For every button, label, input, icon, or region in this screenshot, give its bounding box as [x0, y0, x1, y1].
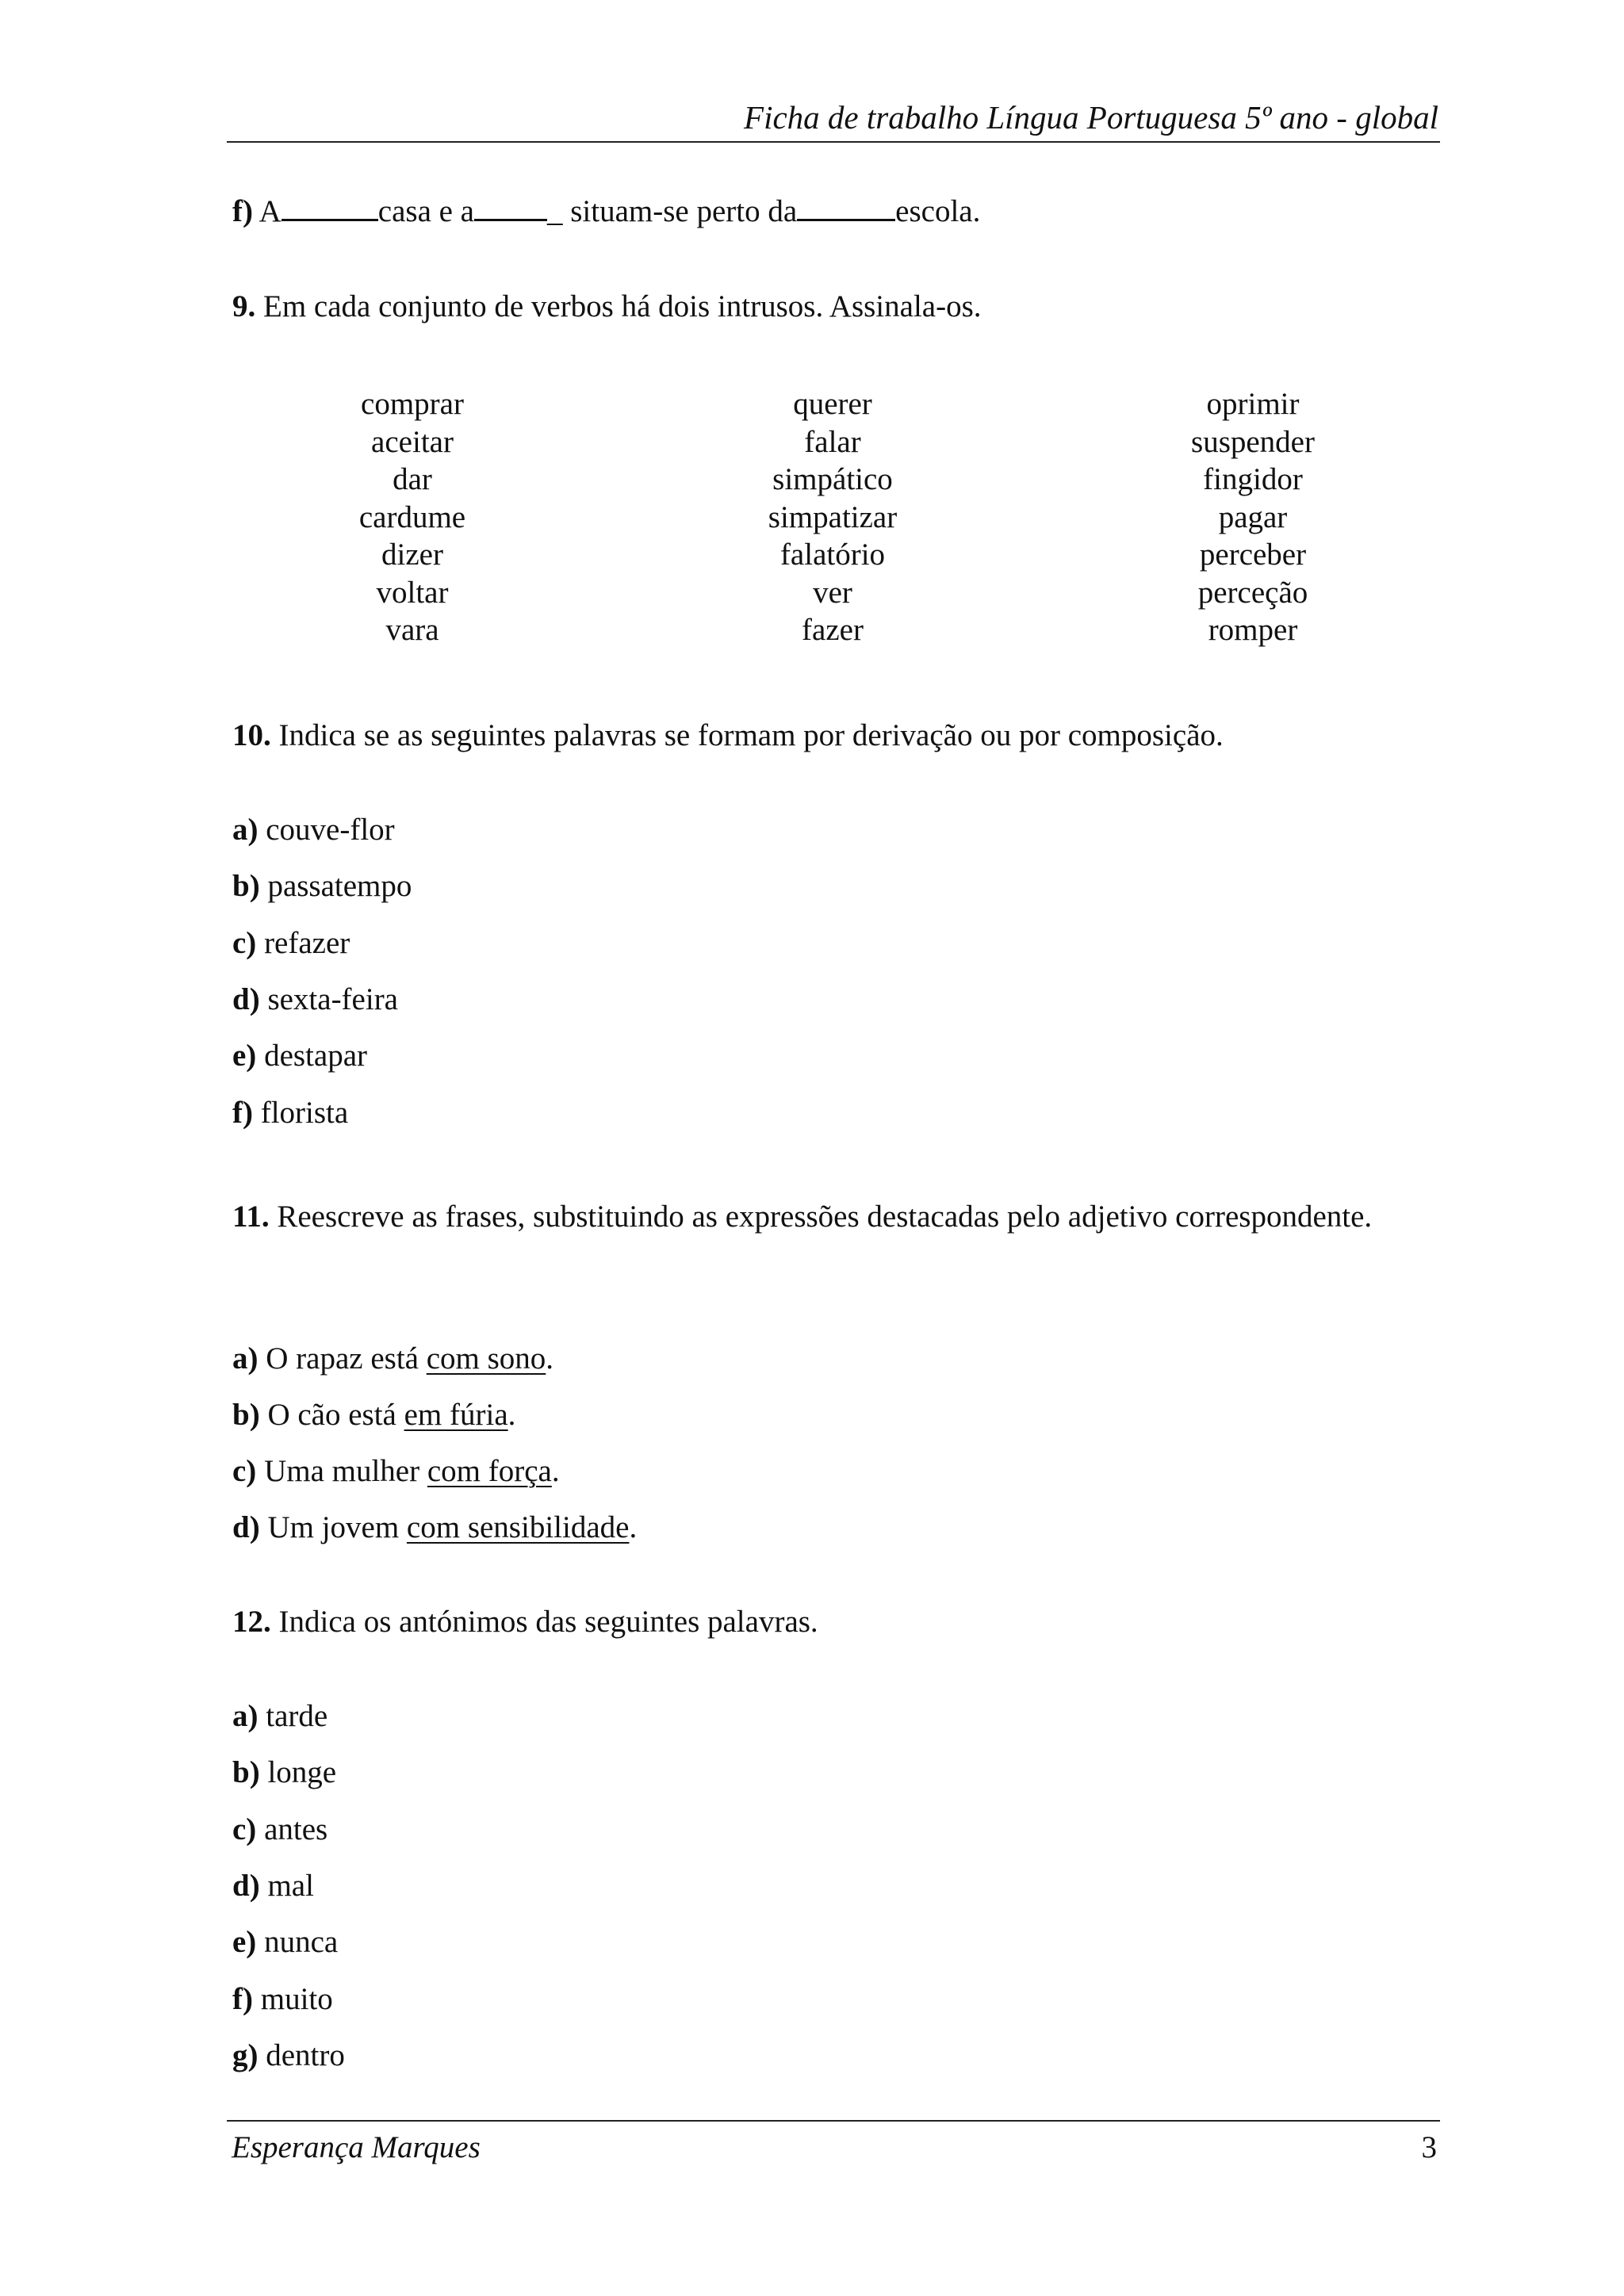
question-11-heading — [232, 1189, 1432, 1245]
answer-blank[interactable] — [282, 192, 378, 221]
item-word: destapar — [264, 1039, 367, 1073]
list-item — [232, 1754, 336, 1792]
item-word: couve-flor — [266, 813, 395, 847]
list-item — [232, 1811, 327, 1849]
verb-word[interactable]: oprimir — [1206, 387, 1300, 421]
question-text: Indica os antónimos das seguintes palavras. — [278, 1605, 818, 1639]
verb-word[interactable]: simpatizar — [768, 499, 898, 534]
list-item — [232, 1452, 560, 1490]
question-number: 12. — [232, 1605, 271, 1639]
highlighted-expression: com força — [427, 1454, 552, 1488]
item-label: c) — [232, 1812, 257, 1846]
verb-word[interactable]: perceber — [1199, 538, 1307, 572]
item-label: f) — [232, 194, 253, 228]
list-item — [232, 867, 412, 905]
question-number: 10. — [232, 718, 271, 752]
verb-word[interactable]: dizer — [381, 538, 443, 572]
page-footer — [227, 2120, 1440, 2169]
question-8f — [232, 192, 980, 231]
item-word: refazer — [264, 926, 350, 960]
item-word: longe — [267, 1755, 337, 1789]
list-item — [232, 1037, 367, 1075]
question-9-heading — [232, 288, 982, 326]
item-word: tarde — [266, 1699, 328, 1733]
question-12-heading — [232, 1603, 818, 1641]
item-label: c) — [232, 926, 257, 960]
verb-word[interactable]: querer — [793, 387, 872, 421]
item-label: e) — [232, 1925, 257, 1959]
answer-blank[interactable] — [797, 192, 895, 221]
page-number: 3 — [1421, 2130, 1437, 2164]
item-label: g) — [232, 2038, 259, 2072]
list-item — [232, 2037, 345, 2075]
sentence-text: O rapaz está — [266, 1341, 427, 1376]
list-item — [232, 1980, 333, 2019]
list-item — [232, 1923, 338, 1961]
item-label: c) — [232, 1454, 257, 1488]
verb-word[interactable]: comprar — [361, 387, 464, 421]
item-word: passatempo — [267, 869, 412, 903]
item-word: dentro — [266, 2038, 345, 2072]
sentence-part: A — [259, 194, 282, 228]
verb-word[interactable]: fazer — [802, 613, 864, 647]
answer-blank[interactable] — [474, 192, 547, 221]
item-word: florista — [260, 1096, 349, 1130]
item-label: b) — [232, 869, 260, 903]
item-word: antes — [264, 1812, 328, 1846]
highlighted-expression: com sensibilidade — [406, 1510, 630, 1544]
verb-word[interactable]: simpático — [772, 462, 893, 496]
sentence-end: . — [508, 1398, 516, 1432]
item-word: nunca — [264, 1925, 339, 1959]
list-item — [232, 924, 350, 962]
item-label: f) — [232, 1982, 253, 2016]
verb-column-1 — [317, 385, 508, 649]
verb-column-2 — [737, 385, 928, 649]
list-item — [232, 1867, 314, 1905]
sentence-text: Uma mulher — [264, 1454, 427, 1488]
sentence-end: . — [551, 1454, 560, 1488]
verb-word[interactable]: falatório — [779, 538, 886, 572]
verb-word[interactable]: suspender — [1191, 424, 1315, 459]
question-text: Indica se as seguintes palavras se formam por derivação ou por composição. — [278, 718, 1224, 752]
item-word: mal — [267, 1869, 314, 1903]
list-item — [232, 981, 398, 1019]
list-item — [232, 1396, 515, 1434]
question-number: 9. — [232, 289, 256, 323]
list-item — [232, 1509, 637, 1547]
list-item — [232, 1697, 327, 1735]
footer-author: Esperança Marques — [232, 2130, 481, 2164]
verb-word[interactable]: fingidor — [1203, 462, 1303, 496]
sentence-end: . — [629, 1510, 638, 1544]
sentence-part: casa e a — [377, 194, 474, 228]
sentence-text: O cão está — [267, 1398, 404, 1432]
sentence-end: . — [546, 1341, 554, 1376]
verb-word[interactable]: cardume — [358, 499, 466, 534]
item-label: a) — [232, 1699, 259, 1733]
header-title: Ficha de trabalho Língua Portuguesa 5º ano - global — [744, 99, 1438, 136]
verb-word[interactable]: falar — [804, 424, 861, 459]
question-text: Em cada conjunto de verbos há dois intrusos. Assinala-os. — [263, 289, 982, 323]
verb-word[interactable]: voltar — [376, 575, 449, 610]
highlighted-expression: com sono — [426, 1341, 546, 1376]
sentence-text: Um jovem — [267, 1510, 407, 1544]
sentence-part: escola. — [895, 194, 981, 228]
question-number: 11. — [232, 1200, 270, 1234]
verb-word[interactable]: vara — [385, 613, 439, 647]
page-header — [227, 94, 1440, 143]
item-label: b) — [232, 1398, 260, 1432]
verb-word[interactable]: ver — [813, 575, 852, 610]
verb-column-3 — [1158, 385, 1348, 649]
list-item — [232, 1340, 553, 1378]
item-word: sexta-feira — [267, 982, 398, 1016]
list-item — [232, 811, 395, 849]
question-text: Reescreve as frases, substituindo as expressões destacadas pelo adjetivo correspondente. — [277, 1200, 1373, 1234]
verb-word[interactable]: perceção — [1197, 575, 1308, 610]
item-label: d) — [232, 982, 260, 1016]
verb-word[interactable]: dar — [393, 462, 432, 496]
verb-word[interactable]: pagar — [1218, 499, 1288, 534]
item-label: d) — [232, 1510, 260, 1544]
verb-word[interactable]: aceitar — [371, 424, 454, 459]
item-label: f) — [232, 1096, 253, 1130]
item-label: e) — [232, 1039, 257, 1073]
question-10-heading — [232, 717, 1224, 755]
item-label: d) — [232, 1869, 260, 1903]
item-label: b) — [232, 1755, 260, 1789]
list-item — [232, 1094, 348, 1132]
item-label: a) — [232, 1341, 259, 1376]
item-label: a) — [232, 813, 259, 847]
sentence-part: _ situam-se perto da — [547, 194, 798, 228]
verb-word[interactable]: romper — [1208, 613, 1298, 647]
item-word: muito — [260, 1982, 333, 2016]
highlighted-expression: em fúria — [404, 1398, 508, 1432]
